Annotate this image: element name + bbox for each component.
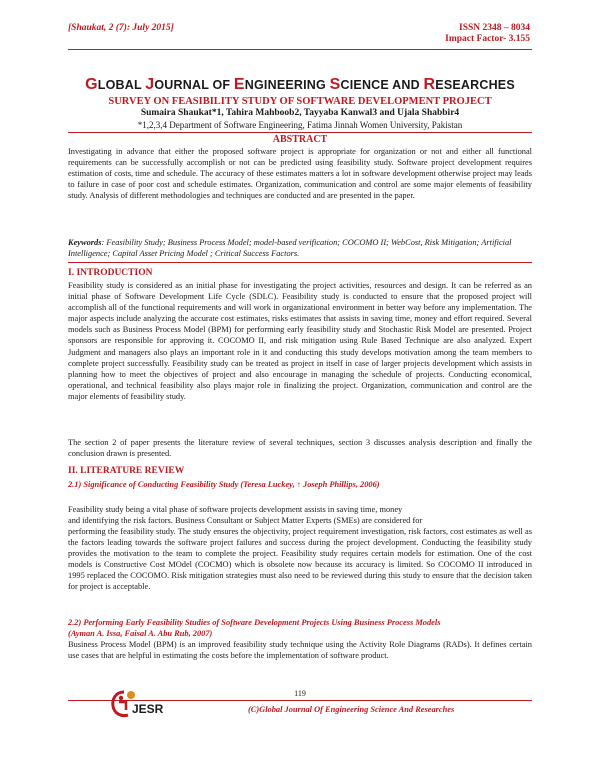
affiliation-rule: [68, 132, 532, 133]
intro-paragraph-1: Feasibility study is considered as an initial phase for investigating the project activities, resources and design. It can be referred as an initial phase of Software Development Life Cycle (SDLC). Feasibility study is conducted to ensure that the proposed project will accomplish all of the functional requirements and will work in organizational environment in better way before any implementation. The major aspects include analyzing the accurate cost estimates, risks estimates that assists in saving time, money and effort required. Several models such as Business Process Model (BPM) for performing early feasibility study and Stochastic Risk Model are presented. Project sponsors are responsible for approving it. COCOMO II, and risk mitigation using Rule Based Technique are also analyzed. Expert Judgment and managers also plays an important role in it and conducting this study develops motivation among the team members to complete project successfully. Feasibility study can be treated as project in itself in case of larger projects development which assists in planning how to meet the objectives of project and also encourage in managing the schedule of projects. Conducting economical, operational, and technical feasibility also plays major role in finalizing the project. Organization, communication and control are the major elements of feasibility study.: [68, 281, 532, 401]
paper-title: SURVEY ON FEASIBILITY STUDY OF SOFTWARE DEVELOPMENT PROJECT: [108, 96, 492, 107]
abstract-heading: ABSTRACT: [272, 134, 328, 145]
journal-word-1: LOBAL: [97, 78, 146, 92]
header-issn-block: [445, 23, 530, 45]
journal-cap-g: G: [85, 76, 98, 93]
subsection-2-1: 2.1) Significance of Conducting Feasibility Study (Teresa Luckey, ↑ Joseph Phillips, 2006): [68, 480, 380, 489]
logo-text: JESR: [132, 702, 164, 716]
journal-word-5: ESEARCHES: [435, 78, 515, 92]
impact-factor: Impact Factor- 3.155: [445, 34, 530, 44]
keywords-text: : Feasibility Study; Business Process Model; model-based verification; COCOMO II; WebCost, Risk Mitigation; Artificial Intelligence; Capital Asset Pricing Model ; Critical Success Factors.: [68, 238, 512, 259]
literature-heading: II. LITERATURE REVIEW: [68, 466, 185, 476]
journal-cap-j: J: [145, 76, 155, 93]
subsection-2-2-a: 2.2) Performing Early Feasibility Studies of Software Development Projects Using Business Process Models: [68, 618, 441, 627]
intro-heading: I. INTRODUCTION: [68, 268, 153, 278]
keywords-rule: [68, 262, 532, 263]
gjesr-logo: [110, 686, 180, 720]
intro-paragraph-2: The section 2 of paper presents the literature review of several techniques, section 3 discusses analysis description and finally the conclusion drawn is presented.: [68, 438, 532, 459]
lit-paragraph-1c: performing the feasibility study. The study ensures the objectivity, project requirement investigation, risk factors, cost estimates as well as the factors leading towards the software project failures and success during the project development. Conducting the feasibility study provides the motivation to the team to complete the project. Feasibility study requires certain models for estimation. One of the cost models is Constructive Cost MOdel (COCMO) which is obsolete now because its accuracy is limited. So COCOMO II introduced in 1995 replaced the COCOMO. Risk mitigation strategies must also need to be reviewed during this study to ensure that the decision taken for project is acceptable.: [68, 527, 532, 592]
journal-cap-r: R: [423, 76, 436, 93]
abstract-text: Investigating in advance that either the proposed software project is appropriate for organization or not and either all functional requirements can be successfully accomplish or not can be predicted using feasibility study. Software project development requires estimation of costs, time and schedule. The accuracy of these estimates matters a lot in software development otherwise project may leads to failure in case of poor cost and schedule estimates. Organization, communication and control are some major elements of feasibility study. Analysis of different methodologies and techniques are conducted and are presented in the paper.: [68, 147, 532, 201]
journal-word-3: NGINEERING: [244, 78, 330, 92]
paper-affiliation: *1,2,3,4 Department of Software Engineering, Fatima Jinnah Women University, Pakistan: [137, 120, 463, 130]
footer-copyright: (C)Global Journal Of Engineering Science And Researches: [248, 705, 455, 714]
lit-paragraph-1a: Feasibility study being a vital phase of software projects development assists in saving time, money: [68, 505, 403, 514]
issn: ISSN 2348 – 8034: [459, 23, 530, 33]
page-number: 119: [294, 689, 306, 698]
lit-paragraph-1b: and identifying the risk factors. Business Consultant or Subject Matter Experts (SMEs) are considered for: [68, 516, 423, 525]
journal-cap-s: S: [329, 76, 341, 93]
keywords-label: Keywords: [68, 238, 102, 247]
lit-paragraph-2: Business Process Model (BPM) is an improved feasibility study technique using the Activity Role Diagrams (RADs). It defines certain use cases that are helpful in estimating the costs before the implementation of software product.: [68, 640, 532, 661]
footer-rule: [68, 700, 532, 701]
header-rule: [68, 49, 532, 50]
paper-authors: Sumaira Shaukat*1, Tahira Mahboob2, Tayyaba Kanwal3 and Ujala Shabbir4: [140, 108, 460, 118]
keywords: [68, 237, 532, 259]
header-citation: [Shaukat, 2 (7): July 2015]: [68, 23, 174, 33]
subsection-2-2-b: (Ayman A. Issa, Faisal A. Abu Rub, 2007): [68, 629, 213, 638]
journal-cap-e: E: [233, 76, 245, 93]
journal-word-2: OURNAL OF: [154, 78, 234, 92]
journal-word-4: CIENCE AND: [340, 78, 424, 92]
journal-name: [68, 76, 532, 94]
